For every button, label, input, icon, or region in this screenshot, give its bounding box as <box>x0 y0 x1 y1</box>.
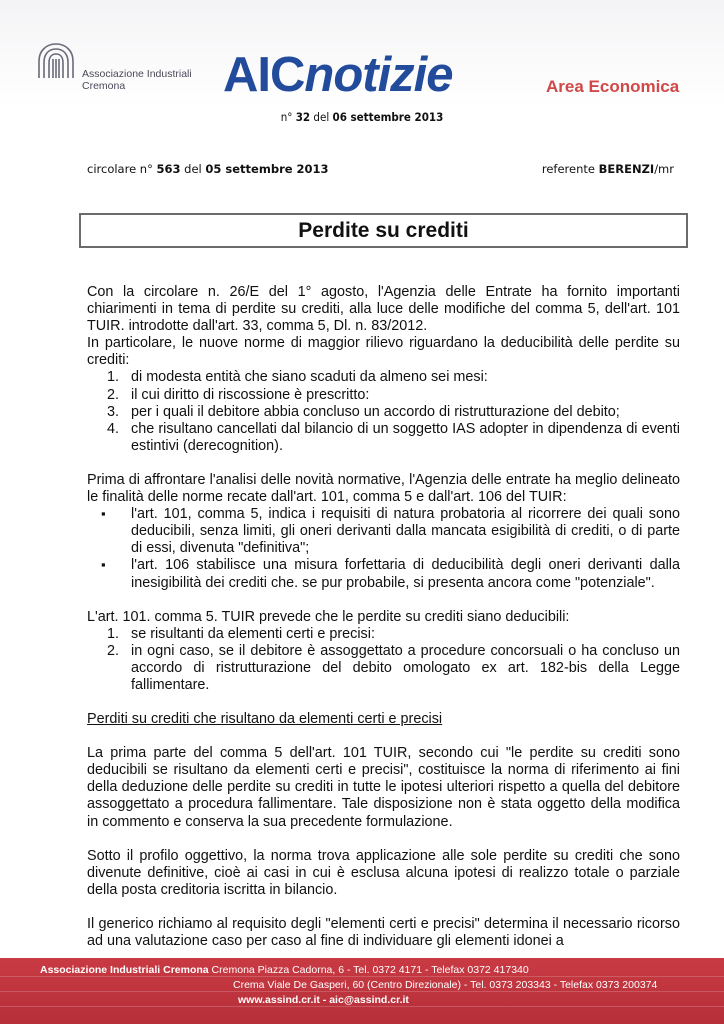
list-number: 3. <box>107 403 120 420</box>
referente-suffix: /mr <box>654 162 674 176</box>
association-name-line2: Cremona <box>82 80 126 92</box>
association-name <box>82 68 192 92</box>
bullet-list <box>101 506 680 591</box>
issue-line <box>0 110 724 124</box>
list-text: di modesta entità che siano scaduti da almeno sei mesi: <box>131 369 488 386</box>
circolare-date: 05 settembre 2013 <box>205 162 329 176</box>
spacer <box>87 694 680 711</box>
association-logo-icon <box>34 40 78 82</box>
footer-contacts[interactable]: www.assind.cr.it - aic@assind.cr.it <box>238 994 409 1006</box>
list-text: il cui diritto di riscossione è prescritto: <box>131 386 370 403</box>
footer-line-1 <box>40 964 529 976</box>
issue-date: 06 settembre 2013 <box>332 110 444 124</box>
list-number: 1. <box>107 369 120 386</box>
list-text: in ogni caso, se il debitore è assoggettato a procedure concorsuali o ha concluso un accordo di ristrutturazione del debito omologato ex art. 182-bis della Legge fallimentare. <box>131 642 680 693</box>
brand-suffix: notizie <box>304 48 453 102</box>
numbered-list <box>107 369 680 454</box>
list-item <box>107 404 680 421</box>
spacer <box>87 831 680 848</box>
list-text: se risultanti da elementi certi e precisi: <box>131 625 375 642</box>
issue-mid: del <box>310 110 333 124</box>
brand-logotype <box>223 50 453 100</box>
area-label: Area Economica <box>546 77 680 96</box>
list-item <box>107 643 680 694</box>
list-number: 2. <box>107 386 120 403</box>
list-item <box>101 506 680 557</box>
list-item <box>107 369 680 386</box>
list-item <box>101 557 680 591</box>
paragraph: La prima parte del comma 5 dell'art. 101 TUIR, secondo cui "le perdite su crediti sono deducibili se risultano da elementi certi e precisi", costituisce la norma di riferimento ai fini della deduzione delle perdite su crediti in tutte le ipotesi ulteriori rispetto a quella del debitore assoggettato a procedura fallimentare. Tale disposizione non è stata oggetto della modifica in commento e conserva la sua precedente formulazione. <box>87 745 680 830</box>
bullet-icon: ▪ <box>101 506 106 522</box>
document-body <box>87 284 680 950</box>
association-name-line1: Associazione Industriali <box>82 68 192 80</box>
list-text: per i quali il debitore abbia concluso un accordo di ristrutturazione del debito; <box>131 403 620 420</box>
circolare-mid: del <box>180 162 206 176</box>
numbered-list <box>107 626 680 694</box>
referente-name: BERENZI <box>598 162 655 176</box>
paragraph: Sotto il profilo oggettivo, la norma trova applicazione alle sole perdite su crediti che sono divenute definitive, cioè ai casi in cui è esclusa alcuna ipotesi di realizzo totale o parziale della posta creditoria iscritta in bilancio. <box>87 847 680 898</box>
document-title: Perdite su crediti <box>79 213 688 248</box>
footer-address-crema: Crema Viale De Gasperi, 60 (Centro Direzionale) - Tel. 0373 203343 - Telefax 0373 200374 <box>233 979 658 991</box>
circolare-reference <box>87 162 329 176</box>
list-item <box>107 626 680 643</box>
list-number: 1. <box>107 625 120 642</box>
circolare-prefix: circolare n° <box>87 162 157 176</box>
list-number: 2. <box>107 642 120 659</box>
issue-number: 32 <box>295 110 311 124</box>
list-text: l'art. 101, comma 5, indica i requisiti di natura probatoria al ricorrere dei quali sono deducibili, senza limiti, gli oneri derivanti dalla mancata esigibilità di crediti, o di parte di essi, divenuta "definitiva"; <box>131 506 680 557</box>
bullet-icon: ▪ <box>101 557 106 573</box>
list-number: 4. <box>107 420 120 437</box>
footer-stripe <box>0 1006 724 1007</box>
referente-prefix: referente <box>541 162 599 176</box>
spacer <box>87 455 680 472</box>
brand-prefix: AIC <box>223 48 305 102</box>
footer-address-cremona: Cremona Piazza Cadorna, 6 - Tel. 0372 4171 - Telefax 0372 417340 <box>208 964 529 976</box>
footer-org: Associazione Industriali Cremona <box>40 964 209 976</box>
referente <box>542 162 674 176</box>
paragraph: In particolare, le nuove norme di maggior rilievo riguardano la deducibilità delle perdite su crediti: <box>87 335 680 369</box>
paragraph: Con la circolare n. 26/E del 1° agosto, l'Agenzia delle Entrate ha fornito importanti chiarimenti in tema di perdite su crediti, alla luce delle modifiche del comma 5, dell'art. 101 TUIR. introdotte dall'art. 33, comma 5, Dl. n. 83/2012. <box>87 284 680 335</box>
footer-band <box>0 958 724 1024</box>
list-text: l'art. 106 stabilisce una misura forfettaria di deducibilità degli oneri derivanti dalla inesigibilità dei crediti che. se pur probabile, si presenta ancora come "potenziale". <box>131 557 680 591</box>
paragraph: Il generico richiamo al requisito degli "elementi certi e precisi" determina il necessario ricorso ad una valutazione caso per caso al fine di individuare gli elementi idonei a <box>87 915 680 949</box>
paragraph: Prima di affrontare l'analisi delle novità normative, l'Agenzia delle entrate ha meglio delineato le finalità delle norme recate dall'art. 101, comma 5 e dall'art. 106 del TUIR: <box>87 471 680 506</box>
footer-stripe <box>0 976 724 977</box>
list-item <box>107 421 680 455</box>
spacer <box>87 728 680 745</box>
header-band <box>0 0 724 108</box>
paragraph: L'art. 101. comma 5. TUIR prevede che le perdite su crediti siano deducibili: <box>87 608 570 625</box>
section-subheading: Perditi su crediti che risultano da elementi certi e precisi <box>87 711 443 728</box>
footer-stripe <box>0 991 724 992</box>
list-item <box>107 387 680 404</box>
circolare-number: 563 <box>156 162 181 176</box>
list-text: che risultano cancellati dal bilancio di un soggetto IAS adopter in dipendenza di eventi estintivi (derecognition). <box>131 420 680 454</box>
issue-prefix: n° <box>280 110 296 124</box>
spacer <box>87 592 680 609</box>
spacer <box>87 899 680 916</box>
